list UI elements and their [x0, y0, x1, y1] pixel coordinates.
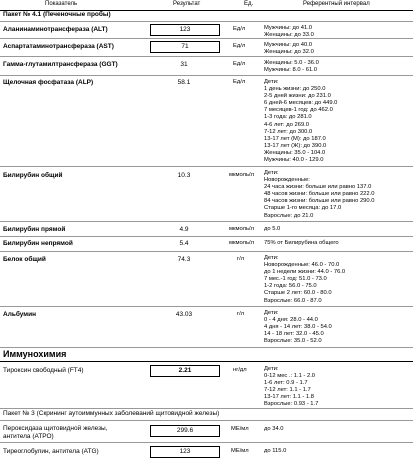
divider — [0, 166, 413, 167]
package-title: Пакет № 3 (Скрининг аутоиммунных заболеваний щитовидной железы) — [3, 410, 220, 417]
package-title: Пакет № 4.1 (Печеночные пробы) — [3, 11, 111, 18]
test-name-cont: антитела (АТРО) — [3, 433, 54, 440]
reference-range: до 5.0 — [264, 226, 281, 232]
divider — [0, 56, 413, 57]
test-name: Билирубин прямой — [3, 226, 66, 233]
divider — [0, 75, 413, 76]
divider — [0, 347, 413, 348]
reference-range: Дети: 0 - 4 дня: 28.0 - 44.0 4 дня - 14 лет: 38.0 - 54.0 14 - 18 лет: 32.0 - 45.0 Взрослые: 35.0 - 52.0 — [264, 310, 332, 345]
result-box — [150, 425, 220, 437]
test-name: Аланинаминотрансфераза (ALT) — [3, 26, 108, 33]
result-box — [150, 365, 220, 377]
result-unit: Ед/л — [233, 61, 246, 67]
result-unit: МЕ/мл — [231, 448, 249, 454]
result-value: 299.6 — [176, 427, 194, 434]
result-value: 4.9 — [179, 226, 189, 233]
result-value: 31 — [180, 61, 188, 68]
test-name: Тироксин свободный (FT4) — [3, 367, 84, 374]
result-unit: мкмоль/л — [229, 172, 254, 178]
col-header-name: Показатель — [45, 1, 78, 7]
result-unit: нг/дл — [233, 367, 247, 373]
result-unit: Ед/л — [233, 26, 246, 32]
test-name: Тиреоглобулин, антитела (ATG) — [3, 448, 99, 455]
reference-range: Дети: 0-12 мес .: 1.1 - 2.0 1-6 лет: 0.9 - 1.7 7-12 лет: 1.1 - 1.7 13-17 лет: 1.1 - 1.8 Взрослые: 0.93 - 1.7 — [264, 366, 319, 408]
reference-range: Дети: Новорожденные: 24 часа жизни: больше или равно 137.0 48 часов жизни: больше или равно 222.0 84 часов жизни: больше или равно 290.0 Старше 1-го месяца: до 17.0 Взрослые: до 21.0 — [264, 170, 375, 219]
result-value: 58.1 — [177, 79, 191, 86]
col-header-result: Результат — [173, 1, 201, 7]
section-divider — [0, 361, 413, 362]
test-name: Пероксидаза щитовидной железы, — [3, 425, 108, 432]
test-name: Билирубин непрямой — [3, 240, 73, 247]
test-name: Альбумин — [3, 311, 37, 318]
result-unit: г/л — [237, 256, 245, 262]
result-value: 5.4 — [179, 240, 189, 247]
result-unit: мкмоль/л — [229, 240, 254, 246]
divider — [0, 408, 413, 409]
divider — [0, 221, 413, 222]
col-header-unit: Ед. — [244, 1, 254, 7]
divider — [0, 442, 413, 443]
result-value: 123 — [179, 26, 191, 33]
result-unit: Ед/л — [233, 79, 246, 85]
divider — [0, 21, 413, 22]
section-title: Иммунохимия — [3, 349, 67, 359]
result-value: 2.21 — [178, 367, 192, 374]
test-name: Аспартатаминотрансфераза (AST) — [3, 43, 114, 50]
test-name: Щелочная фосфатаза (ALP) — [3, 79, 94, 86]
reference-range: Мужчины: до 40.0 Женщины: до 32.0 — [264, 42, 314, 56]
divider — [0, 236, 413, 237]
result-unit: г/л — [237, 311, 245, 317]
result-box — [150, 446, 220, 458]
reference-range: Дети: Новорожденные: 46.0 - 70.0 до 1 недели жизни: 44.0 - 76.0 7 мес.-1 год: 51.0 - 73.0 1-2 года: 56.0 - 75.0 Старше 2 лет: 60.0 - 80.0 Взрослые: 66.0 - 87.0 — [264, 255, 346, 304]
reference-range: Мужчины: до 41.0 Женщины: до 33.0 — [264, 25, 314, 39]
test-name: Белок общий — [3, 256, 46, 263]
divider — [0, 251, 413, 252]
col-header-reference: Референтный интервал — [303, 1, 370, 7]
test-name: Гамма-глутамилтрансфераза (GGT) — [3, 61, 118, 68]
result-value: 123 — [179, 448, 191, 455]
reference-range: до 115.0 — [264, 448, 287, 454]
result-value: 43.03 — [175, 311, 193, 318]
result-value: 74.3 — [177, 256, 191, 263]
result-box — [150, 24, 220, 36]
result-unit: Ед/л — [233, 43, 246, 49]
reference-range: 75% от Билирубина общего — [264, 240, 339, 246]
result-value: 71 — [181, 43, 189, 50]
result-unit: мкмоль/л — [229, 226, 254, 232]
result-box — [150, 41, 220, 53]
result-unit: МЕ/мл — [231, 426, 249, 432]
divider — [0, 306, 413, 307]
divider — [0, 420, 413, 421]
reference-range: Женщины: 5.0 - 36.0 Мужчины: 8.0 - 61.0 — [264, 60, 319, 74]
test-name: Билирубин общий — [3, 172, 63, 179]
reference-range: до 34.0 — [264, 426, 284, 432]
reference-range: Дети: 1 день жизни: до 250.0 2-5 дней жизни: до 231.0 6 дней-6 месяцев: до 449.0 7 месяцев-1 год: до 462.0 1-3 года: до 281.0 4-6 лет: до 269.0 7-12 лет: до 300.0 13-17 лет (М): до 187.0 13-17 лет (Ж): до 390.0 Женщины: 35.0 - 104.0 Мужчины: 40.0 - 129.0 — [264, 79, 338, 164]
divider — [0, 38, 413, 39]
result-value: 10.3 — [177, 172, 191, 179]
